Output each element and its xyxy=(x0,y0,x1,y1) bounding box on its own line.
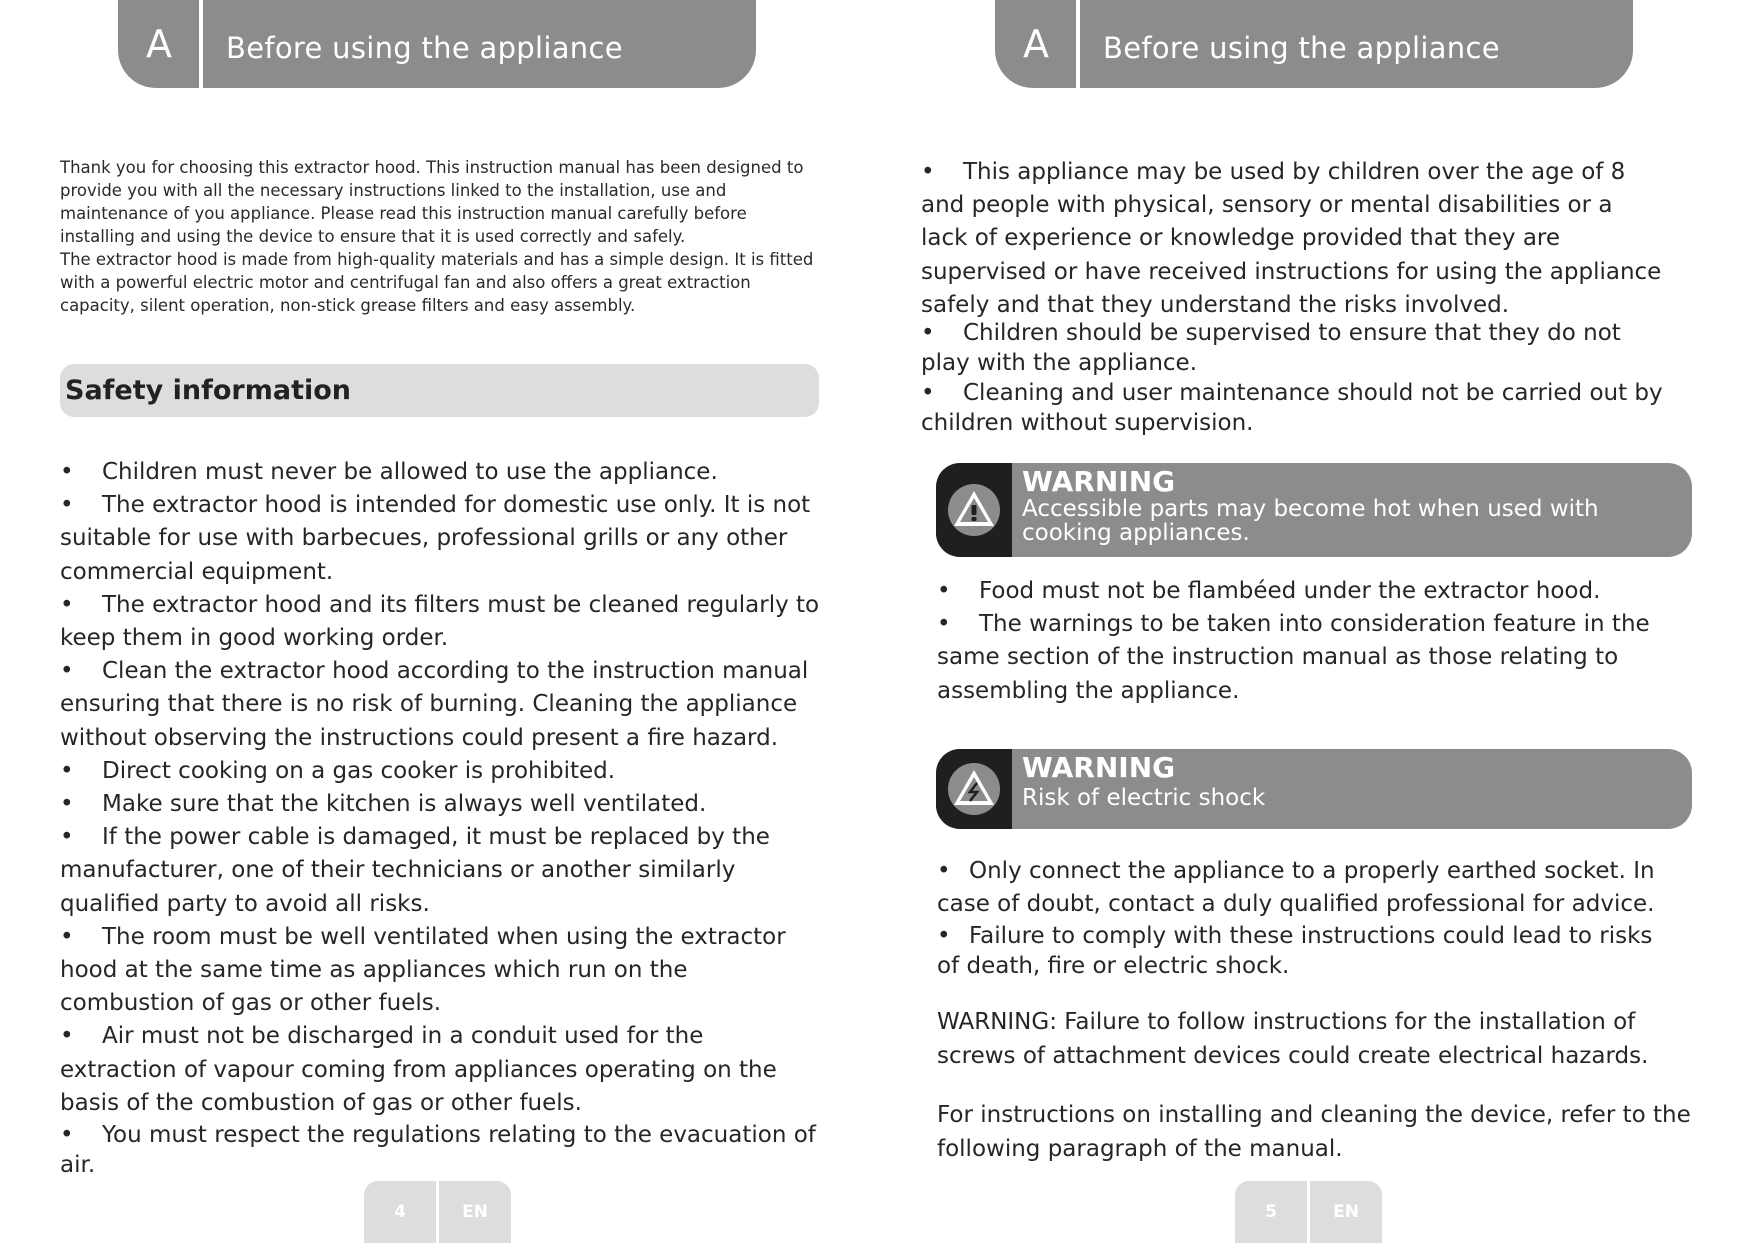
electric-shock-warning xyxy=(936,749,1692,829)
page-number: 5 xyxy=(1265,1202,1277,1222)
warning-paragraph: WARNING: Failure to follow instructions for the installation of screws of attachment devices could create electrical hazards. xyxy=(937,1009,1649,1069)
list-item: • Make sure that the kitchen is always well ventilated. xyxy=(60,788,825,821)
bullet-icon: • xyxy=(921,159,935,185)
bullet-icon: • xyxy=(60,757,74,784)
header-divider xyxy=(199,0,203,88)
page-footer xyxy=(1235,1181,1382,1243)
list-item: • Food must not be flambéed under the extractor hood. xyxy=(937,575,1677,608)
bullet-icon: • xyxy=(937,578,951,604)
list-item: • The warnings to be taken into consideration feature in the same section of the instruction manual as those relating to assembling the appliance. xyxy=(937,608,1677,708)
safety-bullet-list xyxy=(60,456,825,1180)
list-item: • Air must not be discharged in a conduit used for the extraction of vapour coming from appliances operating on the basis of the combustion of gas or other fuels. xyxy=(60,1020,825,1120)
bullet-icon: • xyxy=(60,658,74,685)
chapter-header xyxy=(118,0,756,88)
list-item: • Direct cooking on a gas cooker is prohibited. xyxy=(60,755,825,788)
list-item: • Children should be supervised to ensure that they do not play with the appliance. xyxy=(921,320,1621,377)
page-footer xyxy=(364,1181,511,1243)
bullet-icon: • xyxy=(60,1122,74,1149)
list-item: • Children must never be allowed to use the appliance. xyxy=(60,456,825,489)
safety-bullet-list xyxy=(937,855,1677,981)
warning-icon-area xyxy=(936,463,1012,557)
list-item: • Failure to comply with these instructions could lead to risks of death, fire or electric shock. xyxy=(937,923,1653,980)
list-item: • If the power cable is damaged, it must be replaced by the manufacturer, one of their technicians or another similarly qualified party to avoid all risks. xyxy=(60,821,825,921)
exclamation-warning-icon xyxy=(946,482,1002,538)
list-item: • This appliance may be used by children over the age of 8 and people with physical, sensory or mental disabilities or a lack of experience or knowledge provided that they are supervised or have received instructions for using the appliance safely and that they understand the risks involved. xyxy=(921,156,1666,322)
header-divider xyxy=(1076,0,1080,88)
list-item: • The extractor hood and its filters must be cleaned regularly to keep them in good working order. xyxy=(60,589,825,655)
warning-text: Accessible parts may become hot when used with cooking appliances. xyxy=(1022,496,1599,546)
chapter-header xyxy=(995,0,1633,88)
bullet-icon: • xyxy=(60,1023,74,1050)
intro-text xyxy=(60,156,820,317)
list-item: • The extractor hood is intended for domestic use only. It is not suitable for use with barbecues, professional grills or any other commercial equipment. xyxy=(60,489,825,589)
chapter-letter: A xyxy=(146,22,172,66)
warning-heading: WARNING xyxy=(1022,465,1176,498)
chapter-title: Before using the appliance xyxy=(1103,31,1500,65)
page-number: 4 xyxy=(394,1202,406,1222)
list-item: • Clean the extractor hood according to the instruction manual ensuring that there is no risk of burning. Cleaning the appliance without observing the instructions could present a fire hazard. xyxy=(60,655,825,755)
bullet-icon: • xyxy=(937,923,951,950)
chapter-title: Before using the appliance xyxy=(226,31,623,65)
language-code: EN xyxy=(462,1202,488,1222)
bullet-icon: • xyxy=(937,858,951,884)
list-item: • Only connect the appliance to a properly earthed socket. In case of doubt, contact a duly qualified professional for advice. xyxy=(937,855,1677,921)
safety-bullet-list xyxy=(921,156,1666,438)
bullet-icon: • xyxy=(60,591,74,618)
bullet-icon: • xyxy=(60,492,74,519)
list-item: • You must respect the regulations relating to the evacuation of air. xyxy=(60,1122,816,1179)
bullet-icon: • xyxy=(60,791,74,818)
warning-text: Risk of electric shock xyxy=(1022,785,1266,811)
bullet-icon: • xyxy=(60,824,74,851)
warning-icon-area xyxy=(936,749,1012,829)
left-page xyxy=(0,0,874,1241)
hot-surface-warning xyxy=(936,463,1692,557)
section-title: Safety information xyxy=(60,364,819,417)
language-code: EN xyxy=(1333,1202,1359,1222)
bullet-icon: • xyxy=(60,459,74,485)
intro-paragraph: The extractor hood is made from high-quality materials and has a simple design. It is fitted with a powerful electric motor and centrifugal fan and also offers a great extraction capacity, silent operation, non-stick grease filters and easy assembly. xyxy=(60,250,814,315)
list-item: • The room must be well ventilated when using the extractor hood at the same time as appliances which run on the combustion of gas or other fuels. xyxy=(60,921,825,1021)
right-page xyxy=(874,0,1749,1241)
safety-bullet-list xyxy=(937,575,1677,708)
bullet-icon: • xyxy=(921,380,935,407)
bullet-icon: • xyxy=(921,320,935,347)
list-item: • Cleaning and user maintenance should not be carried out by children without supervision. xyxy=(921,380,1663,437)
warning-heading: WARNING xyxy=(1022,751,1176,784)
chapter-letter: A xyxy=(1023,22,1049,66)
intro-paragraph: Thank you for choosing this extractor hood. This instruction manual has been designed to provide you with all the necessary instructions linked to the installation, use and maintenance of you appliance. Please read this instruction manual carefully before installing and using the device to ensure that it is used correctly and safely. xyxy=(60,158,804,246)
closing-paragraph: For instructions on installing and cleaning the device, refer to the following paragraph of the manual. xyxy=(937,1102,1691,1162)
bullet-icon: • xyxy=(60,923,74,950)
electric-shock-icon xyxy=(946,761,1002,817)
bullet-icon: • xyxy=(937,611,951,638)
